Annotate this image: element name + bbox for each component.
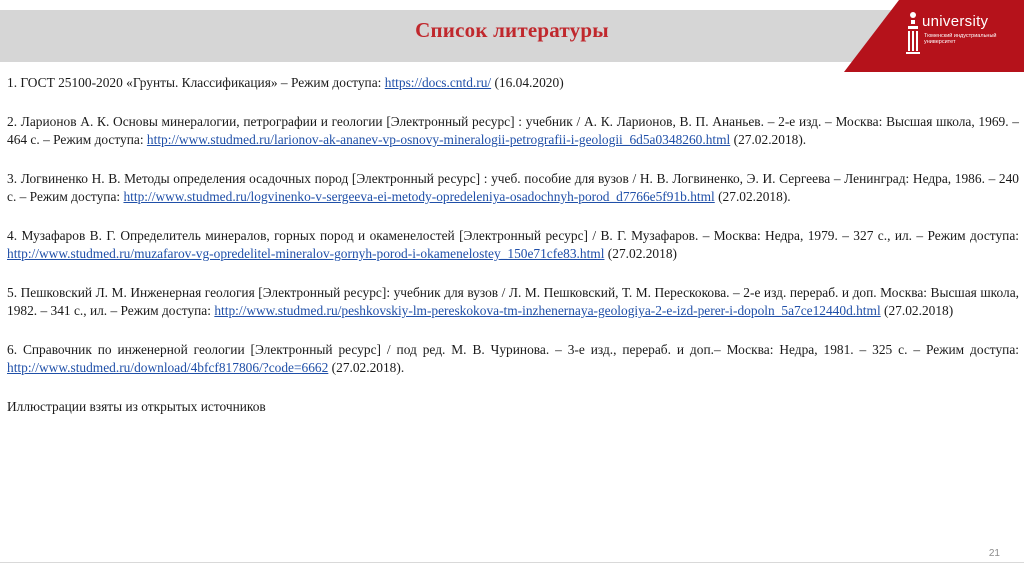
reference-date: (27.02.2018).: [328, 360, 405, 375]
reference-item: [7, 284, 1019, 320]
reference-date: (27.02.2018): [880, 303, 954, 318]
illustrations-note: Иллюстрации взяты из открытых источников: [7, 399, 266, 414]
reference-item: [7, 113, 1019, 149]
reference-link[interactable]: http://www.studmed.ru/download/4bfcf817806/?code=6662: [7, 360, 329, 375]
reference-link[interactable]: http://www.studmed.ru/muzafarov-vg-opredelitel-mineralov-gornyh-porod-i-okamenelostey_150e71cfe83.html: [7, 246, 605, 261]
reference-item: [7, 170, 1019, 206]
reference-text: 1. ГОСТ 25100-2020 «Грунты. Классификация» – Режим доступа:: [7, 75, 385, 90]
reference-date: (27.02.2018).: [730, 132, 807, 147]
slide-title: Список литературы: [415, 18, 609, 42]
logo-wordmark: university: [922, 13, 989, 30]
reference-date: (27.02.2018).: [714, 189, 791, 204]
page-number: 21: [988, 548, 1000, 559]
reference-text: 6. Справочник по инженерной геологии [Электронный ресурс] / под ред. М. В. Чуринова. – 3-е изд., перераб. и доп.– Москва: Недра, 1981. – 325 с. – Режим доступа:: [7, 342, 1019, 357]
university-emblem-icon: [906, 11, 920, 55]
reference-list: [7, 74, 1019, 437]
reference-date: (16.04.2020): [491, 75, 564, 90]
reference-date: (27.02.2018): [604, 246, 677, 261]
reference-item: [7, 74, 1019, 92]
university-logo: [906, 11, 1002, 63]
logo-subtitle: Тюменский индустриальный университет: [924, 33, 997, 46]
reference-item: [7, 341, 1019, 377]
reference-link[interactable]: http://www.studmed.ru/peshkovskiy-lm-pereskokova-tm-inzhenernaya-geologiya-2-e-izd-perer-i-dopoln_5a7ce12440d.html: [214, 303, 881, 318]
reference-text: 3. Логвиненко Н. В. Методы определения осадочных пород [Электронный ресурс] : учеб. пособие для вузов / Н. В. Логвиненко, Э. И. Сергеева – Ленинград: Недра, 1986. – 240 с. – Режим доступа:: [7, 171, 1019, 204]
reference-link[interactable]: http://www.studmed.ru/larionov-ak-ananev-vp-osnovy-mineralogii-petrografii-i-geologii_6d5a0348260.html: [146, 132, 731, 147]
reference-text: 5. Пешковский Л. М. Инженерная геология [Электронный ресурс]: учебник для вузов / Л. М. Пешковский, Т. М. Перескокова. – 2-е изд. перераб. и доп. Москва: Высшая школа, 1982. – 341 с., ил. – Режим доступа:: [7, 285, 1019, 318]
reference-text: 2. Ларионов А. К. Основы минералогии, петрографии и геологии [Электронный ресурс] : учебник / А. К. Ларионов, В. П. Ананьев. – 2-е изд. – Москва: Высшая школа, 1969. – 464 с. – Режим доступа:: [7, 114, 1019, 147]
reference-link[interactable]: http://www.studmed.ru/logvinenko-v-sergeeva-ei-metody-opredeleniya-osadochnyh-porod_d7766e5f91b.html: [123, 189, 715, 204]
footer-divider: [0, 562, 1024, 563]
reference-item: [7, 227, 1019, 263]
reference-text: 4. Музафаров В. Г. Определитель минералов, горных пород и окаменелостей [Электронный ресурс] / В. Г. Музафаров. – Москва: Недра, 1979. – 327 с., ил. – Режим доступа:: [7, 228, 1019, 243]
reference-link[interactable]: https://docs.cntd.ru/: [384, 75, 492, 90]
